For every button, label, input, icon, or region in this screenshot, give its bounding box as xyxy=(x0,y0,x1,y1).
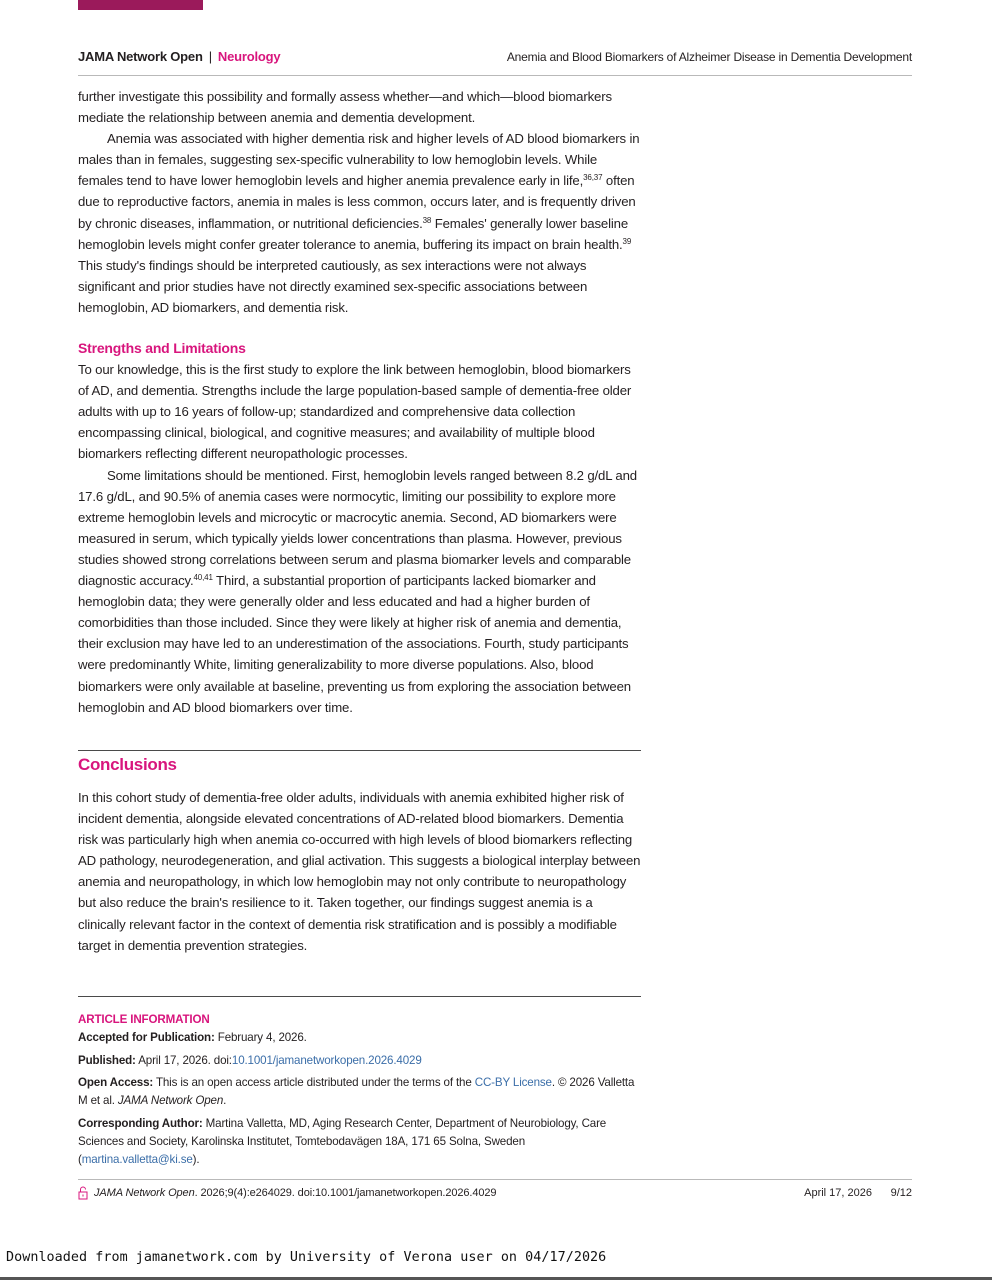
page-footer xyxy=(78,1186,912,1202)
section-label: Neurology xyxy=(217,49,281,64)
section-divider xyxy=(78,750,641,751)
reference-superscript[interactable]: 36,37 xyxy=(583,173,603,183)
reference-superscript[interactable]: 38 xyxy=(422,215,432,225)
article-running-title: Anemia and Blood Biomarkers of Alzheimer Disease in Dementia Development xyxy=(506,50,912,64)
paragraph: In this cohort study of dementia-free older adults, individuals with anemia exhibited higher risk of incident dementia, alongside elevated concentrations of AD-related blood biomarkers. Dementia risk was particularly high when anemia co-occurred with high levels of blood biomarkers reflecting AD pathology, neurodegeneration, and glial activation. This suggests a biological interplay between anemia and neuropathology, in which low hemoglobin may not only contribute to neuropathology but also reduce the brain's resilience to it. Taken together, our findings suggest anemia is a clinically relevant factor in the context of dementia risk stratification and is possibly a modifiable target in dementia prevention strategies. xyxy=(78,790,641,953)
conclusions-heading: Conclusions xyxy=(78,755,177,774)
brand-color-bar xyxy=(78,0,203,10)
doi-link[interactable]: 10.1001/jamanetworkopen.2026.4029 xyxy=(231,1053,422,1067)
paragraph: Anemia was associated with higher dementia risk and higher levels of AD blood biomarkers in males than in females, suggesting sex-specific vulnerability to low hemoglobin levels. While females tend to have lower hemoglobin levels and higher anemia prevalence early in life,$^{36,37}$ often due to reproductive factors, anemia in males is less common, occurs later, and is frequently driven by chronic diseases, inflammation, or nutritional deficiencies.$^{38}$ Females' generally lower baseline hemoglobin levels might confer greater tolerance to anemia, buffering its impact on brain health.$^{39}$ This study's findings should be interpreted cautiously, as sex interactions were not always significant and prior studies have not directly examined sex-specific associations between hemoglobin, AD biomarkers, and dementia risk. xyxy=(78,131,640,315)
license-link[interactable]: CC-BY License xyxy=(474,1076,552,1089)
journal-title: JAMA Network Open xyxy=(78,49,203,64)
article-information-heading: ARTICLE INFORMATION xyxy=(78,1013,210,1026)
strengths-limitations-section xyxy=(78,338,641,718)
reference-superscript[interactable]: 40,41 xyxy=(193,573,213,583)
article-information xyxy=(78,1011,641,1173)
discussion-continued xyxy=(78,86,641,318)
published-line: Published: April 17, 2026. doi:10.1001/jamanetworkopen.2026.4029 xyxy=(78,1053,422,1067)
conclusions-section xyxy=(78,753,641,956)
paragraph: Some limitations should be mentioned. First, hemoglobin levels ranged between 8.2 g/dL and 17.6 g/dL, and 90.5% of anemia cases were normocytic, limiting our possibility to explore more extreme hemoglobin levels and microcytic or macrocytic anemia. Second, AD biomarkers were measured in serum, which typically yields lower concentrations than plasma. However, previous studies showed strong correlations between serum and plasma biomarker levels and comparable diagnostic accuracy.$^{40,41}$ Third, a substantial proportion of participants lacked biomarker and hemoglobin data; they were generally older and less educated and had a higher burden of comorbidities than those included. Since they were likely at higher risk of anemia and dementia, their exclusion may have led to an underestimation of the associations. Fourth, study participants were predominantly White, limiting generalizability to more diverse populations. Also, blood biomarkers were only available at baseline, preventing us from exploring the association between hemoglobin and AD blood biomarkers over time. xyxy=(78,467,637,715)
strengths-limitations-heading: Strengths and Limitations xyxy=(78,340,246,356)
open-lock-icon xyxy=(78,1186,89,1200)
corresponding-author-line: Corresponding Author: Martina Valletta, MD, Aging Research Center, Department of Neurobiology, Care Sciences and Society, Karolinska Institutet, Tomtebodavägen 18A, 171 65 Solna, Sweden (martina.valletta@ki.se). xyxy=(78,1116,607,1166)
footer-divider xyxy=(78,1179,912,1180)
reference-superscript[interactable]: 39 xyxy=(622,236,632,246)
email-link[interactable]: martina.valletta@ki.se xyxy=(81,1152,193,1166)
journal-name xyxy=(78,49,280,64)
open-access-line: Open Access: This is an open access article distributed under the terms of the CC-BY License. © 2026 Valletta M et al. JAMA Network Open. xyxy=(78,1076,635,1107)
accepted-line: Accepted for Publication: February 4, 2026. xyxy=(78,1031,307,1044)
footer-date: April 17, 2026 xyxy=(804,1187,872,1199)
header-separator: | xyxy=(208,49,212,64)
paragraph: To our knowledge, this is the first study to explore the link between hemoglobin, blood biomarkers of AD, and dementia. Strengths include the large population-based sample of dementia-free older adults with up to 16 years of follow-up; standardized and comprehensive data collection encompassing clinical, biological, and cognitive measures; and availability of multiple blood biomarkers reflecting different neuropathologic processes. xyxy=(78,362,632,462)
page-number: 9/12 xyxy=(890,1187,912,1199)
footer-citation: JAMA Network Open. 2026;9(4):e264029. doi:10.1001/jamanetworkopen.2026.4029 xyxy=(94,1187,497,1199)
header-divider xyxy=(78,75,912,76)
paragraph: further investigate this possibility and formally assess whether—and which—blood biomarkers mediate the relationship between anemia and dementia development. xyxy=(78,89,612,126)
running-header xyxy=(78,49,912,67)
download-watermark: Downloaded from jamanetwork.com by University of Verona user on 04/17/2026 xyxy=(6,1250,607,1265)
section-divider xyxy=(78,996,641,997)
